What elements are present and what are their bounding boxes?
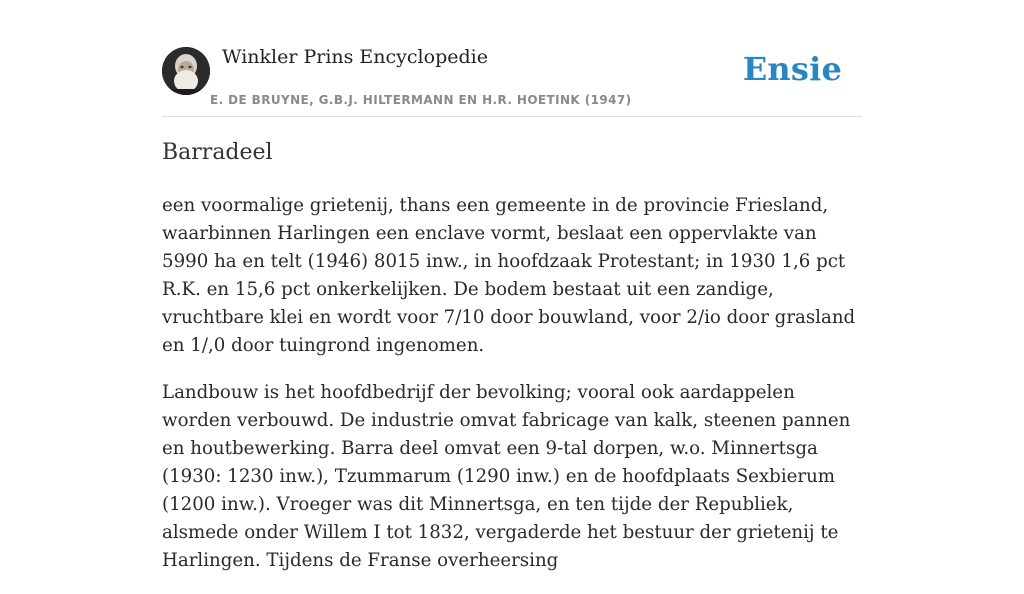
publication-header <box>162 0 862 117</box>
portrait-photo-icon <box>162 47 210 95</box>
article-body <box>162 192 862 594</box>
article-paragraph: een voormalige grietenij, thans een gemeente in de provincie Friesland, waarbinnen Harlingen een enclave vormt, beslaat een oppervlakte van 5990 ha en telt (1946) 8015 inw., in hoofdzaak Protestant; in 1930 1,6 pct R.K. en 15,6 pct onkerkelijken. De bodem bestaat uit een zandige, vruchtbare klei en wordt voor 7/10 door bouwland, voor 2/io door grasland en 1/,0 door tuingrond ingenomen. <box>162 195 856 356</box>
page-container <box>162 0 862 571</box>
publication-authors: E. DE BRUYNE, G.B.J. HILTERMANN EN H.R. HOETINK (1947) <box>210 93 632 107</box>
avatar[interactable] <box>162 47 210 95</box>
article-paragraph: Landbouw is het hoofdbedrijf der bevolking; vooral ook aardappelen worden verbouwd. De industrie omvat fabricage van kalk, steenen pannen en houtbewerking. Barra deel omvat een 9-tal dorpen, w.o. Minnertsga (1930: 1230 inw.), Tzummarum (1290 inw.) en de hoofdplaats Sexbierum (1200 inw.). Vroeger was dit Minnertsga, en ten tijde der Republiek, alsmede onder Willem I tot 1832, vergaderde het bestuur der grietenij te Harlingen. Tijdens de Franse overheersing <box>162 382 851 571</box>
brand-logo[interactable]: Ensie <box>742 50 842 88</box>
publication-title[interactable]: Winkler Prins Encyclopedie <box>222 46 488 68</box>
article-title: Barradeel <box>162 140 273 165</box>
